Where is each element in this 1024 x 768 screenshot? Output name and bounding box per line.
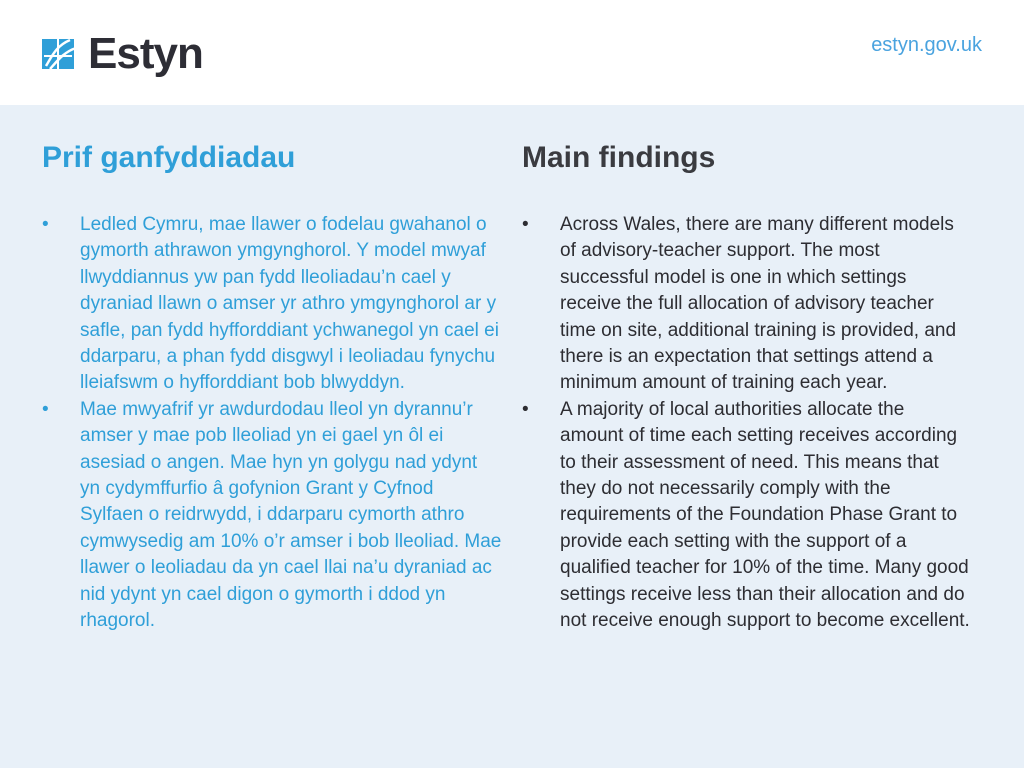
list-item [522, 397, 972, 635]
site-url-link[interactable]: estyn.gov.uk [871, 34, 982, 56]
finding-text: A majority of local authorities allocate the amount of time each setting receives according to their assessment of need. This means that they do not necessarily comply with the requirements of the Foundation Phase Grant to provide each setting with the support of a qualified teacher for 10% of the time. Many good settings receive less than their allocation and do not receive enough support to become excellent. [560, 398, 970, 632]
english-column [522, 138, 972, 635]
welsh-column [42, 138, 502, 635]
list-item [522, 212, 972, 397]
logo-text: Estyn [88, 29, 203, 78]
english-heading: Main findings [522, 141, 716, 174]
header [0, 0, 1024, 105]
finding-text: Ledled Cymru, mae llawer o fodelau gwahanol o gymorth athrawon ymgynghorol. Y model mwyaf llwyddiannus yw pan fydd lleoliadau’n cael y dyraniad llawn o amser yr athro ymgynghorol ar y safle, pan fydd hyfforddiant ychwanegol yn cael ei ddarparu, a phan fydd disgwyl i leoliadau fynychu lleiafswm o hyfforddiant bob blwyddyn. [80, 214, 499, 394]
bullet-glyph: • [522, 398, 529, 420]
list-item [42, 397, 502, 635]
estyn-logo-mark-icon [42, 36, 78, 72]
list-item [42, 212, 502, 397]
welsh-findings-list [42, 212, 502, 635]
finding-text: Across Wales, there are many different models of advisory-teacher support. The most successful model is one in which settings receive the full allocation of advisory teacher time on site, additional training is provided, and there is an expectation that settings attend a minimum amount of training each year. [560, 214, 957, 394]
bullet-glyph: • [42, 214, 49, 235]
finding-text: Mae mwyafrif yr awdurdodau lleol yn dyrannu’r amser y mae pob lleoliad yn ei gael yn ôl ei asesiad o angen. Mae hyn yn golygu nad ydynt yn cydymffurfio â gofynion Grant y Cyfnod Sylfaen o reidrwydd, i ddarparu cymorth athro cymwysedig am 10% o’r amser i bob lleoliad. Mae llawer o leoliadau da yn cael llai na’u dyraniad ac nid ydynt yn cael digon o gymorth i ddod yn rhagorol. [80, 398, 502, 632]
bullet-glyph: • [42, 398, 49, 420]
bullet-glyph: • [522, 214, 529, 235]
estyn-logo[interactable] [42, 29, 203, 78]
welsh-heading: Prif ganfyddiadau [42, 141, 296, 174]
english-findings-list [522, 212, 972, 635]
